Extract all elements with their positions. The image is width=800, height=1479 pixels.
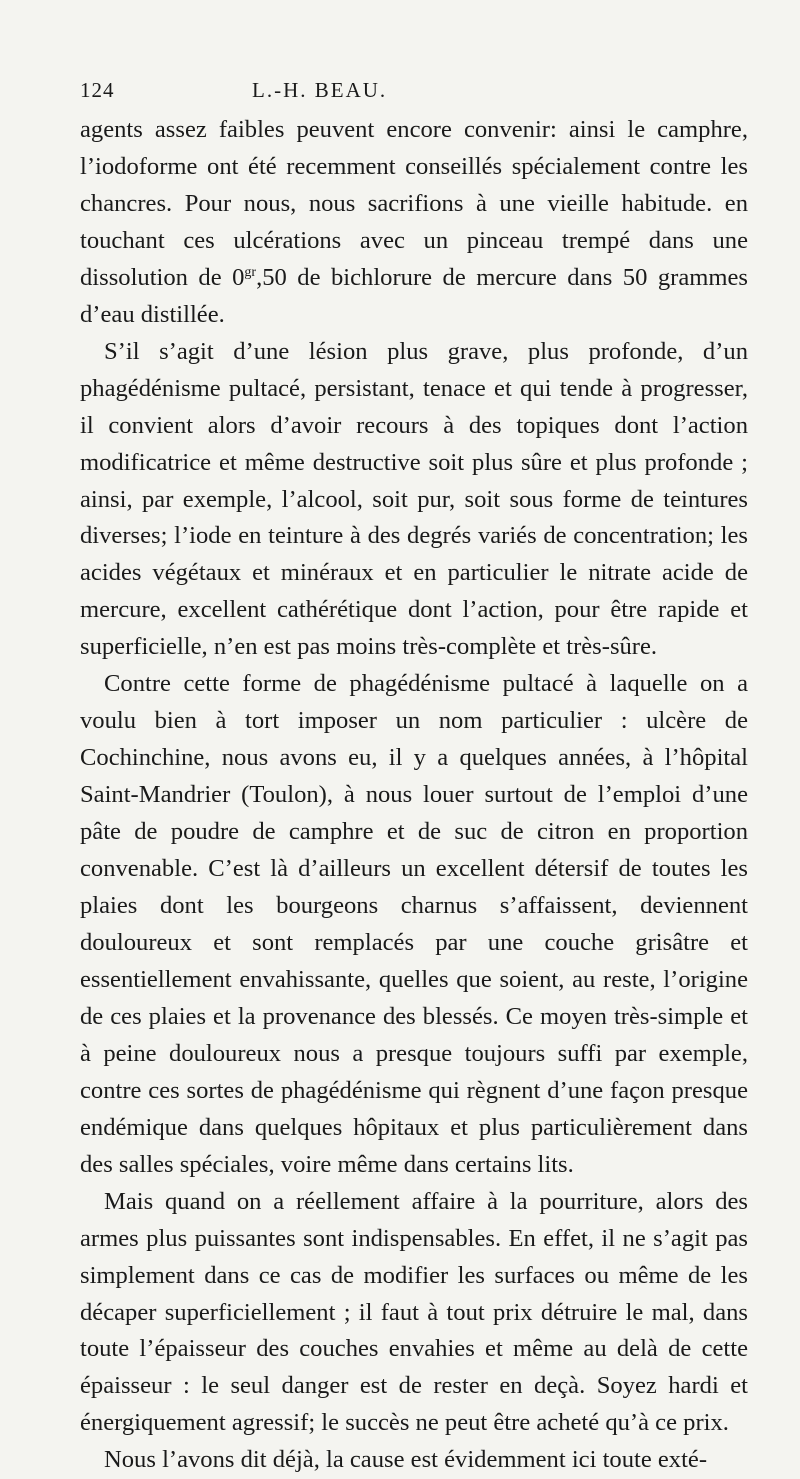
- paragraph-3: Contre cette forme de phagédénisme pultacé à laquelle on a voulu bien à tort imposer un nom particulier : ulcère de Cochinchine, nous avons eu, il y a quelques années, à l’hôpital Saint-Mandrier (Toulon), à nous louer surtout de l’emploi d’une pâte de poudre de camphre et de suc de citron en proportion convenable. C’est là d’ailleurs un excellent détersif de toutes les plaies dont les bourgeons charnus s’affaissent, deviennent douloureux et sont remplacés par une couche grisâtre et essentiellement envahissante, quelles que soient, au reste, l’origine de ces plaies et la provenance des blessés. Ce moyen très-simple et à peine douloureux nous a presque toujours suffi par exemple, contre ces sortes de phagédénisme qui règnent d’une façon presque endémique dans quelques hôpitaux et plus particulièrement dans des salles spéciales, voire même dans certains lits.: [80, 670, 748, 1178]
- running-header: [80, 78, 750, 106]
- author-name: L.-H. BEAU.: [252, 78, 388, 102]
- page-number: 124: [80, 78, 115, 102]
- unit-superscript: gr: [244, 264, 257, 280]
- paragraph-1-text-a: agents assez faibles peuvent encore convenir: ainsi le camphre, l’iodoforme ont été recemment conseillés spécialement contre les chancres. Pour nous, nous sacrifions à une vieille habitude. en touchant ces ulcérations avec un pinceau trempé dans une dissolution de 0: [80, 116, 748, 291]
- paragraph-1: [80, 112, 748, 334]
- paragraph-1-text-b: ,50 de bichlorure de mercure dans 50 grammes d’eau distillée.: [80, 263, 749, 328]
- body-text: [80, 112, 748, 1479]
- paragraph-4: Mais quand on a réellement affaire à la pourriture, alors des armes plus puissantes sont indispensables. En effet, il ne s’agit pas simplement dans ce cas de modifier les surfaces ou même de les décaper superficiellement ; il faut à tout prix détruire le mal, dans toute l’épaisseur des couches envahies et même au delà de cette épaisseur : le seul danger est de rester en deçà. Soyez hardi et énergiquement agressif; le succès ne peut être acheté qu’à ce prix.: [80, 1187, 748, 1437]
- paragraph-5: Nous l’avons dit déjà, la cause est évidemment ici toute exté-: [104, 1446, 708, 1474]
- paragraph-2: S’il s’agit d’une lésion plus grave, plus profonde, d’un phagédénisme pultacé, persistant, tenace et qui tende à progresser, il convient alors d’avoir recours à des topiques dont l’action modificatrice et même destructive soit plus sûre et plus profonde ; ainsi, par exemple, l’alcool, soit pur, soit sous forme de teintures diverses; l’iode en teinture à des degrés variés de concentration; les acides végétaux et minéraux et en particulier le nitrate acide de mercure, excellent cathérétique dont l’action, pour être rapide et superficielle, n’en est pas moins très-complète et très-sûre.: [80, 337, 748, 661]
